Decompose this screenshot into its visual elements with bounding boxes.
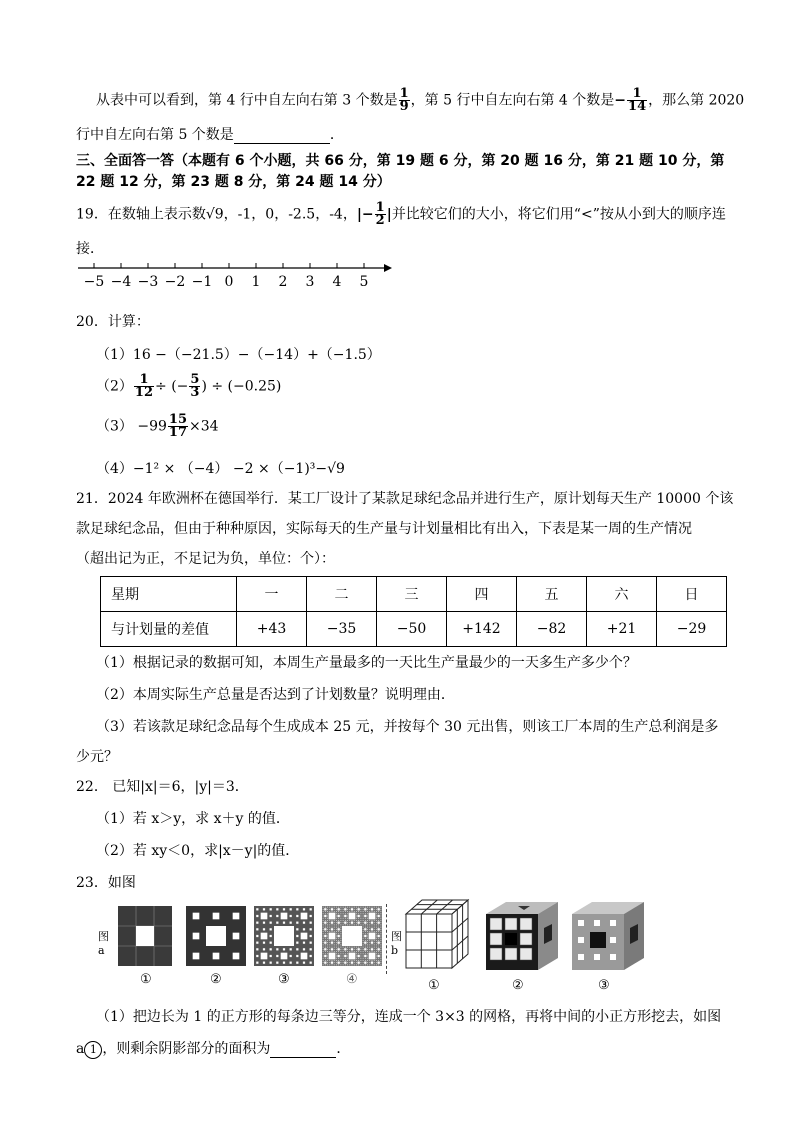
q20-part2: （2） $\frac{1}{12}$ ÷ (− $\frac{5}{3}$ ) ÷ (−0.25) xyxy=(96,372,282,400)
q18-line2: 行中自左向右第 5 个数是 ． xyxy=(76,127,344,143)
q20-part4: （4）−1² × （−4） −2 ×（−1)³−√9 xyxy=(96,461,345,477)
fig-b-mark-3: ③ xyxy=(598,978,610,993)
number-line-tick-label: −2 xyxy=(164,274,186,290)
fig-b-label: 图 b xyxy=(391,930,402,957)
table-cell-value: −82 xyxy=(517,612,587,647)
number-line-tick-label: 4 xyxy=(332,274,342,290)
q19-fraction: $\frac{1}{2}$ xyxy=(375,200,385,228)
number-line-tick-label: 0 xyxy=(224,274,234,290)
q23-title: 23．如图 xyxy=(76,875,136,891)
q22-sub1: （1）若 x＞y，求 x＋y 的值． xyxy=(96,811,290,827)
number-line-tick-label: 5 xyxy=(359,274,369,290)
sierpinski-carpet-1 xyxy=(118,906,172,966)
sierpinski-carpet-2 xyxy=(186,906,246,966)
fig-a-mark-3: ③ xyxy=(278,972,290,987)
q18-line1-c: ，那么第 2020 xyxy=(648,92,745,109)
fig-a-label: 图 a xyxy=(98,930,109,957)
q19-line2: 接． xyxy=(76,241,104,257)
table-cell-day: 日 xyxy=(657,577,727,612)
table-cell-day: 六 xyxy=(587,577,657,612)
table-cell-value: −29 xyxy=(657,612,727,647)
q20-p2-fraction-2: $\frac{5}{3}$ xyxy=(190,372,200,400)
sierpinski-carpet-4 xyxy=(322,906,382,966)
number-line-tick-label: −5 xyxy=(83,274,105,290)
q18-line1: 从表中可以看到，第 4 行中自左向右第 3 个数是 $\frac{1}{9}$ ，第 5 行中自左向右第 4 个数是− $\frac{1}{14}$ ，那么第 2020 xyxy=(96,86,745,114)
menger-cube-grid xyxy=(404,898,470,970)
table-row xyxy=(101,612,727,647)
table-header-cell: 星期 xyxy=(101,577,237,612)
number-line-tick-label: 1 xyxy=(251,274,261,290)
q18-fraction-2: $\frac{1}{14}$ xyxy=(628,86,647,114)
table-cell-day: 一 xyxy=(237,577,307,612)
fig-a-mark-2: ② xyxy=(210,972,222,987)
q20-part3: （3） −99 $\frac{15}{17}$ ×34 xyxy=(96,412,219,440)
q21-sub3-line2: 少元？ xyxy=(76,749,118,765)
q21-line2: 款足球纪念品，但由于种种原因，实际每天的生产量与计划量相比有出入，下表是某一周的生产情况 xyxy=(76,521,692,537)
number-line-tick-label: 3 xyxy=(305,274,315,290)
q23-sub1-line1: （1）把边长为 1 的正方形的每条边三等分，连成一个 3×3 的网格，再将中间的小正方形挖去，如图 xyxy=(96,1009,722,1025)
table-row xyxy=(101,577,727,612)
table-cell-value: +21 xyxy=(587,612,657,647)
q23-answer-blank[interactable] xyxy=(270,1041,336,1058)
table-header-cell: 与计划量的差值 xyxy=(101,612,237,647)
fig-a-mark-4: ④ xyxy=(346,972,358,987)
production-table xyxy=(100,576,727,647)
q18-fraction-1: $\frac{1}{9}$ xyxy=(399,86,409,114)
table-cell-day: 四 xyxy=(447,577,517,612)
table-cell-value: −35 xyxy=(307,612,377,647)
q20-p3-fraction: $\frac{15}{17}$ xyxy=(168,412,187,440)
q21-sub1: （1）根据记录的数据可知，本周生产量最多的一天比生产量最少的一天多生产多少个？ xyxy=(96,655,637,671)
number-line-tick-label: −3 xyxy=(137,274,159,290)
q21-sub3-line1: （3）若该款足球纪念品每个生成成本 25 元，并按每个 30 元出售，则该工厂本周的生产总利润是多 xyxy=(96,719,719,735)
table-cell-day: 二 xyxy=(307,577,377,612)
q21-sub2: （2）本周实际生产总量是否达到了计划数量？说明理由． xyxy=(96,687,455,703)
q18-answer-blank[interactable] xyxy=(234,127,330,144)
table-cell-day: 五 xyxy=(517,577,587,612)
table-cell-day: 三 xyxy=(377,577,447,612)
figure-divider xyxy=(386,904,387,974)
q23-sub1-line2: a 1 ，则剩余阴影部分的面积为 ． xyxy=(76,1041,351,1057)
section3-heading-line2: 22 题 12 分，第 23 题 8 分，第 24 题 14 分） xyxy=(76,174,391,190)
fig-a-mark-1: ① xyxy=(140,972,152,987)
table-cell-value: +142 xyxy=(447,612,517,647)
q18-line1-a: 从表中可以看到，第 4 行中自左向右第 3 个数是 xyxy=(96,92,398,109)
q21-line1: 21．2024 年欧洲杯在德国举行．某工厂设计了某款足球纪念品并进行生产，原计划每天生产 10000 个该 xyxy=(76,491,734,507)
section3-heading-line1: 三、全面答一答（本题有 6 个小题，共 66 分，第 19 题 6 分，第 20 题 16 分，第 21 题 10 分，第 xyxy=(76,153,725,169)
number-line-tick-label: −1 xyxy=(191,274,213,290)
number-line-tick-label: −4 xyxy=(110,274,132,290)
table-cell-value: +43 xyxy=(237,612,307,647)
sierpinski-carpet-3 xyxy=(254,906,314,966)
circled-number-1: 1 xyxy=(84,1041,102,1059)
q19-line1: 19．在数轴上表示数√9，-1，0，-2.5，-4，|− $\frac{1}{2}$ |并比较它们的大小，将它们用“<”按从小到大的顺序连 xyxy=(76,200,726,228)
q20-p2-fraction-1: $\frac{1}{12}$ xyxy=(134,372,154,400)
table-cell-value: −50 xyxy=(377,612,447,647)
q20-title: 20．计算： xyxy=(76,314,150,330)
q22-sub2: （2）若 xy＜0，求|x－y|的值． xyxy=(96,843,300,859)
fig-b-mark-2: ② xyxy=(512,978,524,993)
menger-sponge-level-1 xyxy=(484,900,560,972)
fig-b-mark-1: ① xyxy=(428,978,440,993)
menger-sponge-level-2 xyxy=(570,900,646,972)
q21-line3: （超出记为正，不足记为负，单位：个）： xyxy=(76,551,335,567)
q18-line1-b: ，第 5 行中自左向右第 4 个数是 xyxy=(410,92,615,109)
q20-part1: （1）16 −（−21.5）−（−14）+（−1.5） xyxy=(96,347,381,363)
number-line-tick-label: 2 xyxy=(278,274,288,290)
q22-line: 22． 已知|x|＝6，|y|＝3． xyxy=(76,779,249,795)
number-line xyxy=(76,258,396,274)
